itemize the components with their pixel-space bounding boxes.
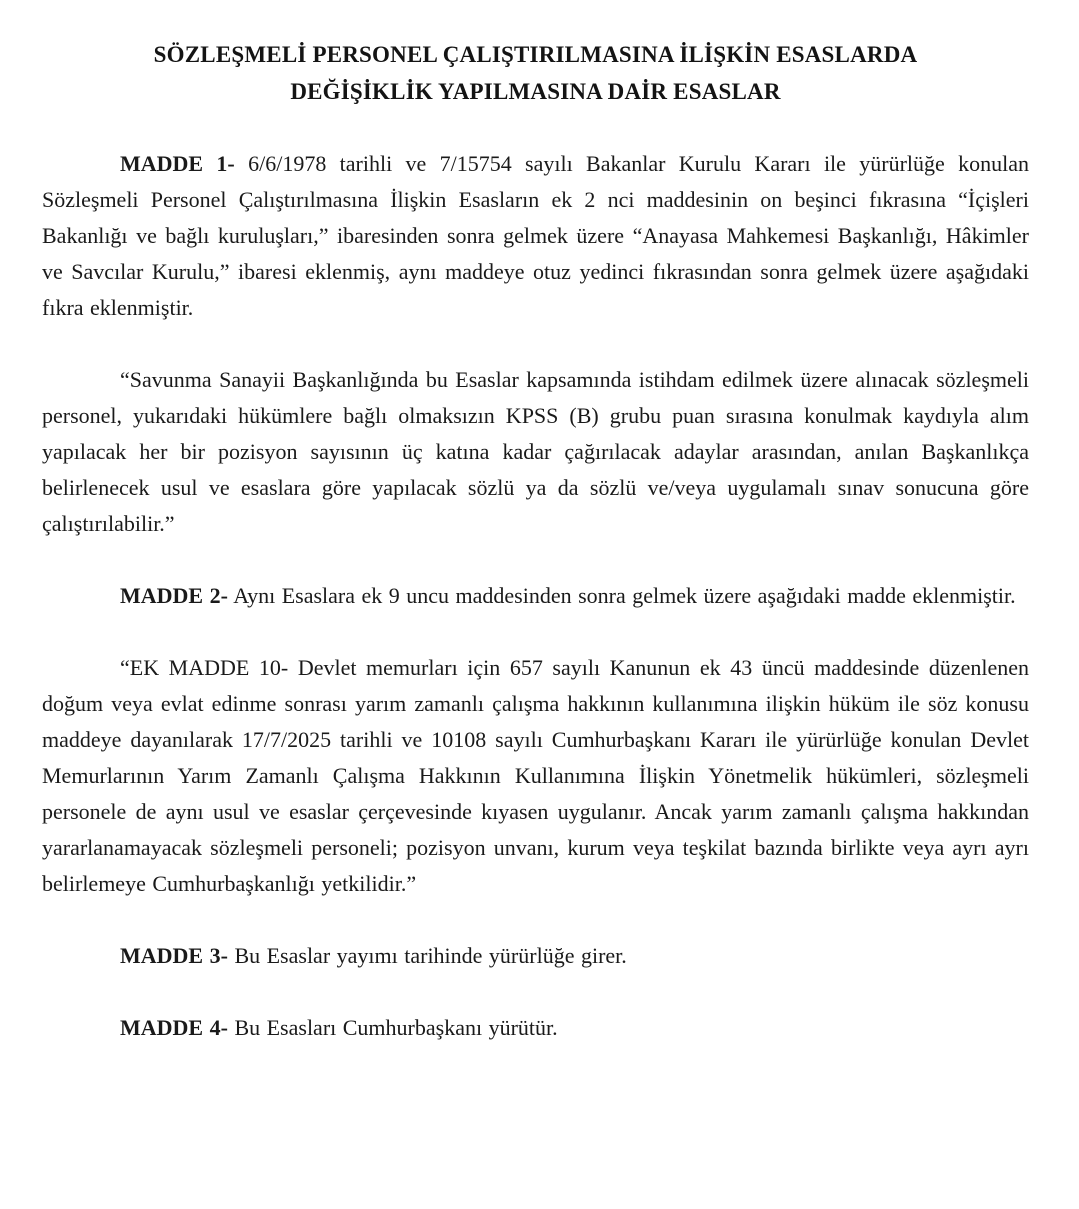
article-paragraph-ek-madde-10 [42, 650, 1029, 902]
article-text: “Savunma Sanayii Başkanlığında bu Esaslar kapsamında istihdam edilmek üzere alınacak sözleşmeli personel, yukarıdaki hükümlere bağlı olmaksızın KPSS (B) grubu puan sırasına konulmak kaydıyla alım yapılacak her bir pozisyon sayısının üç katına kadar çağırılacak adaylar arasından, anılan Başkanlıkça belirlenecek usul ve esaslara göre yapılacak sözlü ya da sözlü ve/veya uygulamalı sınav sonucuna göre çalıştırılabilir.” [42, 367, 1029, 536]
article-paragraph-madde-1 [42, 146, 1029, 326]
article-label: MADDE 2- [120, 583, 228, 608]
article-label: MADDE 4- [120, 1015, 228, 1040]
article-paragraph-madde-2 [42, 578, 1029, 614]
article-label: MADDE 1- [120, 151, 235, 176]
article-label: MADDE 3- [120, 943, 228, 968]
article-paragraph-madde-3 [42, 938, 1029, 974]
document-title [42, 36, 1029, 110]
article-text: Aynı Esaslara ek 9 uncu maddesinden sonra gelmek üzere aşağıdaki madde eklenmiştir. [233, 583, 1016, 608]
article-text: Bu Esaslar yayımı tarihinde yürürlüğe girer. [234, 943, 627, 968]
article-text: “EK MADDE 10- Devlet memurları için 657 sayılı Kanunun ek 43 üncü maddesinde düzenlenen doğum veya evlat edinme sonrası yarım zamanlı çalışma hakkının kullanımına ilişkin hüküm ile söz konusu maddeye dayanılarak 17/7/2025 tarihli ve 10108 sayılı Cumhurbaşkanı Kararı ile yürürlüğe konulan Devlet Memurlarının Yarım Zamanlı Çalışma Hakkının Kullanımına İlişkin Yönetmelik hükümleri, sözleşmeli personele de aynı usul ve esaslar çerçevesinde kıyasen uygulanır. Ancak yarım zamanlı çalışma hakkından yararlanamayacak sözleşmeli personeli; pozisyon unvanı, kurum veya teşkilat bazında birlikte veya ayrı ayrı belirlemeye Cumhurbaşkanlığı yetkilidir.” [42, 655, 1029, 896]
article-paragraph-madde-4 [42, 1010, 1029, 1046]
document-title-line-2: DEĞİŞİKLİK YAPILMASINA DAİR ESASLAR [290, 79, 781, 104]
article-paragraph-quoted-fikra [42, 362, 1029, 542]
article-text: 6/6/1978 tarihli ve 7/15754 sayılı Bakanlar Kurulu Kararı ile yürürlüğe konulan Sözleşmeli Personel Çalıştırılmasına İlişkin Esasların ek 2 nci maddesinin on beşinci fıkrasına “İçişleri Bakanlığı ve bağlı kuruluşları,” ibaresinden sonra gelmek üzere “Anayasa Mahkemesi Başkanlığı, Hâkimler ve Savcılar Kurulu,” ibaresi eklenmiş, aynı maddeye otuz yedinci fıkrasından sonra gelmek üzere aşağıdaki fıkra eklenmiştir. [42, 151, 1029, 320]
article-text: Bu Esasları Cumhurbaşkanı yürütür. [234, 1015, 558, 1040]
document-title-line-1: SÖZLEŞMELİ PERSONEL ÇALIŞTIRILMASINA İLİŞKİN ESASLARDA [153, 42, 918, 67]
